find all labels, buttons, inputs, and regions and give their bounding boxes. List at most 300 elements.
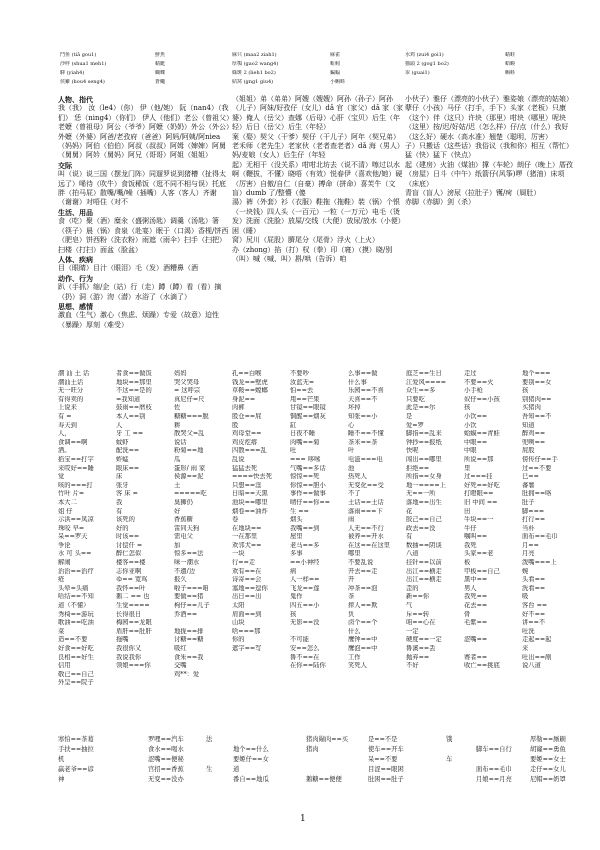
grid-entry: 草鞍==螳螂 [232, 387, 268, 395]
section-heading: 交际 [58, 160, 72, 170]
gloss-cell: 蛤蟆 [505, 61, 516, 67]
grid-column [464, 370, 520, 671]
grid-entry: 买猪肉 [522, 404, 541, 412]
grid-entry: 道（不懂） [58, 602, 90, 610]
grid-entry: 不要吵 [290, 370, 309, 377]
grid-entry: 鹰泡==中 [348, 645, 378, 652]
grid-entry: 要别==女 [522, 378, 552, 386]
grid-entry: 四五==小 [290, 602, 320, 610]
middle-right-column [405, 95, 577, 365]
grid-entry: 疮 [58, 576, 65, 584]
grid-entry: 日夜不睡 [290, 430, 316, 438]
grid-entry: 出江==横走 [406, 576, 442, 584]
grid-entry: 时该== [116, 533, 140, 541]
grid-entry: 事作==做事 [290, 490, 326, 498]
footer-entry: 肚困==肚子 [368, 776, 404, 783]
grid-entry: 我死== [464, 593, 488, 601]
grid-entry: 咱==心在 [406, 619, 436, 627]
grid-entry: 水 可 头== [58, 550, 92, 558]
grid-entry: 病 [290, 567, 297, 575]
footer-entry: 要姬==女士 [530, 756, 566, 763]
grid-entry: ====快去死 [232, 473, 272, 481]
grid-entry: 配洗== [116, 447, 140, 455]
footer-entry: 鹅糖==便便 [306, 776, 342, 783]
grid-entry: 鬼作 [290, 593, 303, 601]
gloss-cell: 侯雞 (hou4 seng4) [60, 79, 105, 85]
gloss-cell: 蜻蛙 [505, 52, 516, 58]
gloss-cell: 麻雀 [330, 52, 341, 58]
grid-entry: 收亡==挑底 [464, 662, 500, 670]
gloss-cell: 小蝌蚪 [330, 79, 346, 85]
grid-entry: 遮字==写 [232, 645, 262, 652]
grid-entry: 睡不==不懂 [348, 430, 384, 438]
grid-entry: 钟抄==报纸 [406, 438, 442, 446]
grid-entry: 洗看== [522, 584, 546, 592]
grid-entry: 无变化==受 [348, 481, 384, 489]
grid-entry: 茶米==茶 [348, 438, 378, 446]
grid-entry: 雨 [348, 516, 355, 524]
grid-entry: 股 [232, 421, 239, 429]
grid-entry: 抛弃== [406, 653, 430, 661]
grid-entry: 男人 [464, 584, 477, 592]
grid-entry: === 哆嗦 [290, 455, 321, 463]
footer-entry: 罗哩==汽车 [148, 736, 184, 743]
grid-entry: 气 [406, 602, 413, 610]
grid-entry: 吾知==不 [522, 412, 552, 420]
gloss-cell: 蜻蜓 [155, 61, 166, 67]
grid-entry: 斥==转 [406, 610, 430, 618]
grid-entry: 拒绝== [406, 464, 430, 472]
footer-entry: 使车==开车 [368, 746, 404, 753]
grid-entry: 快呢 [406, 447, 419, 455]
grid-entry: 领娘===你 [116, 662, 151, 670]
grid-entry: 咳的===打 [58, 481, 93, 489]
grid-entry: 花 [406, 507, 413, 515]
grid-entry: 乱说 [232, 455, 245, 463]
grid-entry: 晴仔==你== [290, 498, 330, 506]
grid-entry: 过===挂 [464, 473, 493, 481]
grid-entry: 醉鸡== [522, 430, 546, 438]
grid-entry: 爱=罗 [406, 421, 424, 429]
grid-entry: 过==不要 [522, 464, 552, 472]
grid-entry: 诗寄==会 [232, 576, 262, 584]
grid-entry: 怕==去 [290, 387, 314, 395]
grid-entry: 争论 [58, 541, 71, 549]
grid-entry: 板 [464, 559, 471, 567]
grid-entry: 一在那里 [232, 533, 258, 541]
grid-entry: ==小神经 [290, 559, 320, 567]
grid-entry: 枸仔==儿子 [174, 602, 210, 610]
grid-entry: 老马==多 [290, 541, 320, 549]
grid-entry: 月== [522, 541, 539, 549]
grid-entry: 政去==没 [406, 524, 436, 532]
grid-entry: 醉仁怎似 [116, 550, 142, 558]
grid-entry: 我很你又 [116, 645, 142, 652]
paragraph: 目（眼睛）目汁（眼泪）毛（发）酒糟鼻（酒 [58, 264, 198, 273]
paragraph: 小伙子）雅仔（漂亮的小伙子）雅姿娘（漂亮的姑娘）孽仔（小孩）马仔（打手，手下）头家（老板）只康（这个）伴（这只）许块（那里）咁块（哪里）呢块（这里）按/迟/好姑/迟（怎么样）仔/点（什么）我好（这么好）硬水（高水准）翘楚（聪明，厉害） [405, 95, 573, 141]
grid-entry: 不了 [348, 490, 361, 498]
middle-left-column [58, 95, 230, 365]
grid-entry: 肩面==到 [232, 610, 262, 618]
grid-entry: 无影==没 [290, 619, 320, 627]
grid-entry: 拖嘴 [116, 636, 129, 644]
footer-entry: 机 [58, 756, 65, 763]
gloss-cell: 水鸡 (zui4 goi1) [405, 52, 444, 58]
grid-entry: 骨 [464, 610, 471, 618]
grid-entry: 该死的 [116, 516, 135, 524]
grid-entry: 来哎好==睡 [58, 464, 94, 472]
grid-entry: 挂针==以前 [406, 559, 442, 567]
grid-entry: 么事==做 [348, 370, 378, 377]
grid-entry: 本大二 [58, 498, 77, 506]
section-heading: 动作、行为 [58, 273, 93, 283]
grid-entry: 多事 [290, 550, 303, 558]
footer-entry: 赢老爷==谚 [58, 766, 94, 773]
gloss-cell: 鬥鱼 (tiǎ gou1) [60, 52, 97, 58]
footer-entry: 呆==不要 [368, 756, 398, 763]
grid-entry: 孩 [464, 404, 471, 412]
grid-entry: 不可能 [290, 636, 309, 644]
grid-entry: 新==你 [406, 593, 430, 601]
gloss-cell: 蚯蚓 [330, 61, 341, 67]
footer-entry: 尼帽==奶罩 [530, 776, 566, 783]
grid-entry: 惊惊==死 [290, 473, 320, 481]
grid-entry: 数抽==阴谈 [406, 541, 442, 549]
grid-entry: 蚊虾 [116, 438, 129, 446]
grid-entry: 旧 中间 == [464, 498, 498, 506]
grid-column [522, 370, 578, 671]
grid-entry: 讨偿仟 = [116, 541, 143, 549]
grid-entry: 耕 [174, 421, 181, 429]
grid-entry: 上说来 [58, 404, 77, 412]
grid-entry: 鼓雨==磨枝 [116, 404, 152, 412]
paragraph: 窝）尻川（屁股）臍尾分（尾骨）浮火（上火） [232, 236, 379, 245]
section-heading: 人物、指代 [58, 95, 93, 104]
footer-entry: 手扶==抽拉 [58, 746, 94, 753]
grid-entry: 散哭父=乱 [174, 430, 205, 438]
grid-entry: 觉 [58, 473, 65, 481]
footer-entry: 目涩==眼困 [368, 766, 404, 773]
grid-entry: 你的 [232, 636, 245, 644]
footer-entry: 走仔==女儿 [530, 766, 566, 773]
grid-entry: 肚子 [522, 498, 535, 506]
grid-entry: 傍传仔==手 [522, 455, 558, 463]
grid-entry: 好死==好吃 [464, 481, 500, 489]
grid-entry: 地拢==排 [174, 627, 204, 635]
grid-entry: 甩==芒果 [290, 395, 320, 403]
grid-entry: 生觉==== [116, 602, 150, 610]
grid-entry: 什么 [348, 627, 361, 635]
paragraph: 子）只搬话（这些话）我俗议（我和你）相互（帮忙）猛（快）猛下（快点） [405, 142, 573, 160]
gloss-cell: 猫頭 2 (gog1 bo2) [405, 61, 449, 67]
grid-entry: 小饮== [464, 412, 488, 420]
grid-entry: 地块==那里 [116, 378, 152, 386]
grid-entry: 客 床 = [116, 490, 138, 498]
footer-entry: 猪肉剮肉==买 [306, 736, 349, 743]
grid-entry: 茶 [348, 593, 355, 601]
grid-entry: 田 [464, 507, 471, 515]
grid-entry: =====吃 [174, 490, 207, 498]
grid-entry: 眼床== [116, 464, 140, 472]
grid-entry: 我 [116, 498, 123, 506]
grid-column [406, 370, 462, 671]
grid-entry: 闯出==哪里 [406, 455, 442, 463]
grid-entry: 婉 [522, 567, 529, 575]
grid-entry: 你惊==胆小 [290, 481, 326, 489]
grid-entry: 梅园==龙眼 [116, 619, 152, 627]
footer-entry: 厚勒==厮刷 [530, 736, 566, 743]
grid-entry: 欢邻犬== [232, 541, 262, 549]
gloss-cell: 乖 (guai1) [405, 70, 430, 76]
paragraph: 起）无相干（没关系）咁咁北坊去（说不清）嚓过以水啊（鞭拔，不懂）晓唔（有效）悦春伊（喜欢他/她）硬（厉害）自傲/自仁（自豪）搏命（拼命）喜芙牛（文盲）dumb 了/整懵（傻 [232, 160, 403, 198]
paragraph: 叫（说）说三国（摆龙门阵）同遛罗说到猪槽（扯得太远了）唏待（吹牛）食饭稀饭（逛不同不相与误）托底胖（拍马屁）散嘴/嘴/噪（插嘴）人客（客人）齐谢（谢谢）对唔住（对不 [58, 170, 226, 207]
grid-entry: 哪里 [348, 550, 361, 558]
grid-entry: 孩 [290, 610, 297, 618]
grid-entry: 蚱蜢 [116, 455, 129, 463]
grid-entry: 别猪肉== [522, 395, 552, 403]
grid-entry: 笑死人 [348, 662, 367, 670]
grid-entry: 我怀==叶 [116, 584, 146, 592]
grid-entry: 被养==开水 [348, 533, 384, 541]
grid-entry: 天喜==不 [348, 395, 378, 403]
grid-entry: 土话==土话 [348, 498, 384, 506]
section-heading: 生活、用品 [58, 207, 93, 217]
grid-column [232, 370, 288, 654]
grid-entry: 甘镜==眼镜 [290, 404, 326, 412]
grid-entry: 心 [348, 421, 355, 429]
grid-entry: 好的 [116, 524, 129, 532]
grid-entry: 牙 工 == [116, 430, 144, 438]
grid-entry: 头晕=头痛 [58, 584, 89, 592]
footer-entry: 法 [206, 736, 213, 743]
grid-entry: 潮 汕 土 话 [58, 370, 90, 377]
grid-entry: 屁股 [522, 447, 535, 455]
grid-entry: 所说==那 [464, 455, 494, 463]
grid-entry: 欢有==在 [232, 567, 262, 575]
grid-entry: 张牙 [116, 481, 129, 489]
grid-entry: 头看== [522, 576, 546, 584]
grid-entry: 赛者== [464, 653, 488, 661]
grid-entry: 缸 [290, 421, 297, 429]
grid-entry: 肚拥==咯 [522, 490, 552, 498]
grid-entry: 人， [58, 430, 71, 438]
grid-entry: 只想==淫 [232, 481, 262, 489]
grid-entry: 脚指==乱来 [406, 430, 442, 438]
section-heading: 人体、疾病 [58, 254, 93, 264]
grid-entry: 糖糖===脱 [174, 412, 209, 420]
grid-entry: 只要吃 [406, 395, 425, 403]
grid-entry: 哈结==不知 [58, 593, 94, 601]
grid-entry: 打行== [522, 516, 546, 524]
grid-entry: 生 == [290, 507, 309, 515]
grid-entry: 叶 [348, 447, 355, 455]
grid-entry: 有 [406, 533, 413, 541]
grid-entry: 面布==毛巾 [522, 533, 558, 541]
grid-entry: 坏掉 [348, 404, 361, 412]
grid-entry: 气嘴==多话 [290, 464, 326, 472]
grid-entry: 鸡**：爱 [174, 670, 200, 678]
grid-entry: 造==不要 [58, 636, 88, 644]
grid-entry: 歌油==吃油 [58, 619, 94, 627]
grid-entry: 有 = [58, 412, 72, 420]
grid-entry: 有 [116, 507, 123, 515]
grid-entry: 摔人==欺 [348, 602, 378, 610]
grid-entry: 鸡皮疙瘩 [232, 438, 258, 446]
grid-entry: 工作 [348, 653, 361, 661]
grid-entry: 嘱叫== [464, 533, 488, 541]
grid-entry: 乔酒== [174, 610, 198, 618]
grid-entry: 打瞪眼== [464, 490, 494, 498]
grid-entry: = 这呼宗 [174, 387, 201, 395]
grid-entry: 股仓==屁 [232, 412, 262, 420]
paragraph: 激血（生气）激心（焦虑、烦躁）专爱（故意）迫性（暴躁）厚刻（难受） [58, 311, 219, 329]
grid-entry: 众生==多 [406, 387, 436, 395]
paragraph: 办（zhong）掐（打）权（拳）印（寝）（摸）晓/别（叫）喊（喊、叫）斟/哄（告诉）咱 [232, 245, 393, 263]
footer-entry: 猪肉 [306, 746, 319, 753]
grid-entry: 客台 == [522, 602, 548, 610]
grid-entry: 牛块==一 [464, 516, 494, 524]
grid-entry: 说话 [174, 438, 187, 446]
grid-entry: 秀椅==游玩 [58, 610, 94, 618]
grid-entry: 瓜 [174, 455, 181, 463]
footer-entry: 饿 [446, 736, 453, 743]
grid-entry: 长得很日 [116, 610, 142, 618]
grid-entry: 加 [174, 541, 181, 549]
grid-entry: 胶己==自己 [406, 516, 442, 524]
grid-entry: 要做==猪 [174, 593, 204, 601]
grid-entry: 山块 [232, 619, 245, 627]
grid-entry: 小手枪 [464, 387, 483, 395]
grid-entry: 孩 [522, 387, 529, 395]
grid-entry: 臭狮仍 [174, 498, 193, 506]
grid-entry: 示洪==凤凉 [58, 516, 94, 524]
grid-entry: 来 [522, 645, 529, 652]
paragraph: 我（我） 汝（le4）（你） 伊（他/她） 阮（nan4）（我们） 恁（ning4）（你们） 伊人（他们）老公（曾祖父）老嬷（曾祖母）阿公（爷爷）阿嬷（奶奶）外公（外公）外嬷（外婆）阿爸/老孜府（爸爸）阿妈/阿姨/阿niea（妈妈）阿伯（伯伯）阿叔（叔叔）阿姆（婶婶）阿舅（舅舅）阿妗（舅妈）阿兄（哥哥）阿姐（姐姐） [58, 104, 230, 160]
grid-entry: 我嘴==到 [290, 524, 320, 532]
grid-entry: 落地==出生 [406, 498, 442, 506]
grid-entry: 蛤蟆==青蛙 [464, 430, 500, 438]
grid-entry: 土 [174, 481, 181, 489]
grid-entry: 卤个==个 [348, 619, 378, 627]
grid-entry: 脚=== [522, 507, 545, 515]
grid-entry: 屋里 [290, 533, 303, 541]
gloss-cell: 蝌蚪 [505, 70, 516, 76]
grid-entry: 巳== [522, 473, 539, 481]
footer-entry: 无变==没办 [148, 776, 184, 783]
grid-entry: 开 [348, 576, 355, 584]
grid-entry: 好不== [522, 610, 546, 618]
grid-entry: 哭父哭母 [174, 378, 200, 386]
grid-entry: 知道 [522, 421, 535, 429]
grid-entry: 潮汕土话 [58, 378, 84, 386]
grid-entry: 奴仔==小孩 [464, 395, 500, 403]
gloss-cell: 綠斑 2 (lieh1 bo2) [232, 70, 276, 76]
paragraph: 食（吃）聚（酒）糜汆（盛粥汤匙）调羹（汤匙）箸（筷子）晨（锅）食泉（赴宴）眠于（口渴）香枧/饼西（肥皂）饼西粉（洗衣粉）雨遮（雨伞）扫手（扫把）扫楼（打扫）面盆（脸盆） [58, 217, 229, 254]
footer-entry: 道 [233, 766, 240, 773]
gloss-cell: 厚鶚 (gao2 wang4) [232, 61, 279, 67]
grid-entry: 此是==尔 [406, 404, 436, 412]
grid-entry: 雷同天狗 [174, 524, 200, 532]
grid-entry: 开去==走 [348, 567, 378, 575]
footer-entry: 番自==地瓜 [233, 776, 269, 783]
grid-entry: 落雨===下 [348, 507, 383, 515]
page-number: 1 [300, 814, 306, 824]
grid-entry: 无==一所 [406, 490, 436, 498]
footer-entry: 脚车==自行 [476, 746, 512, 753]
footer-entry: 宫招==香蕉 [148, 766, 184, 773]
grid-entry: 江爱风==== [406, 378, 446, 386]
grid-entry: 什么事 [348, 378, 367, 386]
grid-entry: 泼嘴===上 [522, 559, 557, 567]
grid-entry: 妈妈 [174, 370, 187, 377]
grid-entry: 烟头 [290, 516, 303, 524]
grid-entry: 盾肝==肚肝 [116, 627, 152, 635]
grid-entry: 需电父 [174, 533, 193, 541]
grid-entry: 孔==白喉 [232, 370, 262, 377]
grid-entry: 热死人 [348, 473, 367, 481]
gloss-cell: 沙呼 (shua1 meh1) [60, 61, 107, 67]
grid-entry: 蛋形/ 雨 家 [174, 464, 206, 472]
paragraph: 趴（手抓）缩/企（站）行（走）蹲（蹲）看（看）摘（扔）洞（游）沕（潜）水浴了（水滴了） [58, 283, 222, 301]
grid-entry: 寿天到 [58, 421, 77, 429]
grid-entry: 黑中== [464, 576, 488, 584]
grid-entry: 当朴 [522, 524, 535, 532]
grid-entry: 交嘴 [174, 662, 187, 670]
grid-entry: 硬度==一定 [406, 636, 442, 644]
gloss-cell: 蝙蝠 [330, 70, 341, 76]
footer-entry: 地个==什么 [233, 746, 269, 753]
grid-entry: 珠咬 早= [58, 524, 85, 532]
grid-entry: 人一样== [290, 576, 320, 584]
paragraph: 赤脚（赤脚）剑（杀） [405, 198, 475, 207]
grid-entry: 良相==好生 [58, 653, 94, 661]
gloss-cell: 蝴蝶 [155, 70, 166, 76]
grid-entry: 知张==小 [348, 412, 378, 420]
grid-entry: 人无==不行 [348, 524, 384, 532]
grid-entry: 呆==罗天 [58, 533, 88, 541]
grid-entry: 地一====上 [406, 481, 446, 489]
grid-entry: 小饮 [464, 421, 477, 429]
grid-entry: 鹰钟==中 [348, 636, 378, 644]
grid-entry: 无一旺分 [58, 387, 84, 395]
footer-entry: 胡窿==勇鱼 [530, 746, 566, 753]
grid-entry: 里 [464, 464, 471, 472]
grid-entry: 月亮 [522, 550, 535, 558]
grid-entry: 铜醒==烟灰 [290, 412, 326, 420]
grid-entry: 一块 [232, 550, 245, 558]
grid-entry: 负 [348, 610, 355, 618]
grid-entry: 牛仔 [464, 524, 477, 532]
grid-entry: 吐出==剐 [522, 653, 552, 661]
grid-entry: 惊多==法 [174, 550, 204, 558]
grid-entry: 走起==起 [522, 636, 552, 644]
grid-entry: 治治==治疗 [58, 567, 94, 575]
footer-entry: 面布==毛巾 [476, 766, 512, 773]
gloss-cell: 驛 (yiah4) [60, 70, 85, 76]
grid-entry: 在这==在这里 [348, 541, 391, 549]
footer-entry: 生 [206, 766, 213, 773]
grid-entry: 卷 [232, 516, 239, 524]
grid-entry: 太阳 [232, 602, 245, 610]
grid-entry: 有得卖的 [58, 395, 84, 403]
grid-entry: 食调==啊 [58, 438, 88, 446]
grid-entry: 真尼仔=尺 [174, 395, 205, 403]
grid-entry: 者食==做饭 [116, 370, 152, 377]
grid-column [348, 370, 404, 671]
grid-entry: 庭芝==生日 [406, 370, 442, 377]
footer-entry: 食水==喝水 [148, 746, 184, 753]
footer-entry: 是==不是 [368, 736, 398, 743]
